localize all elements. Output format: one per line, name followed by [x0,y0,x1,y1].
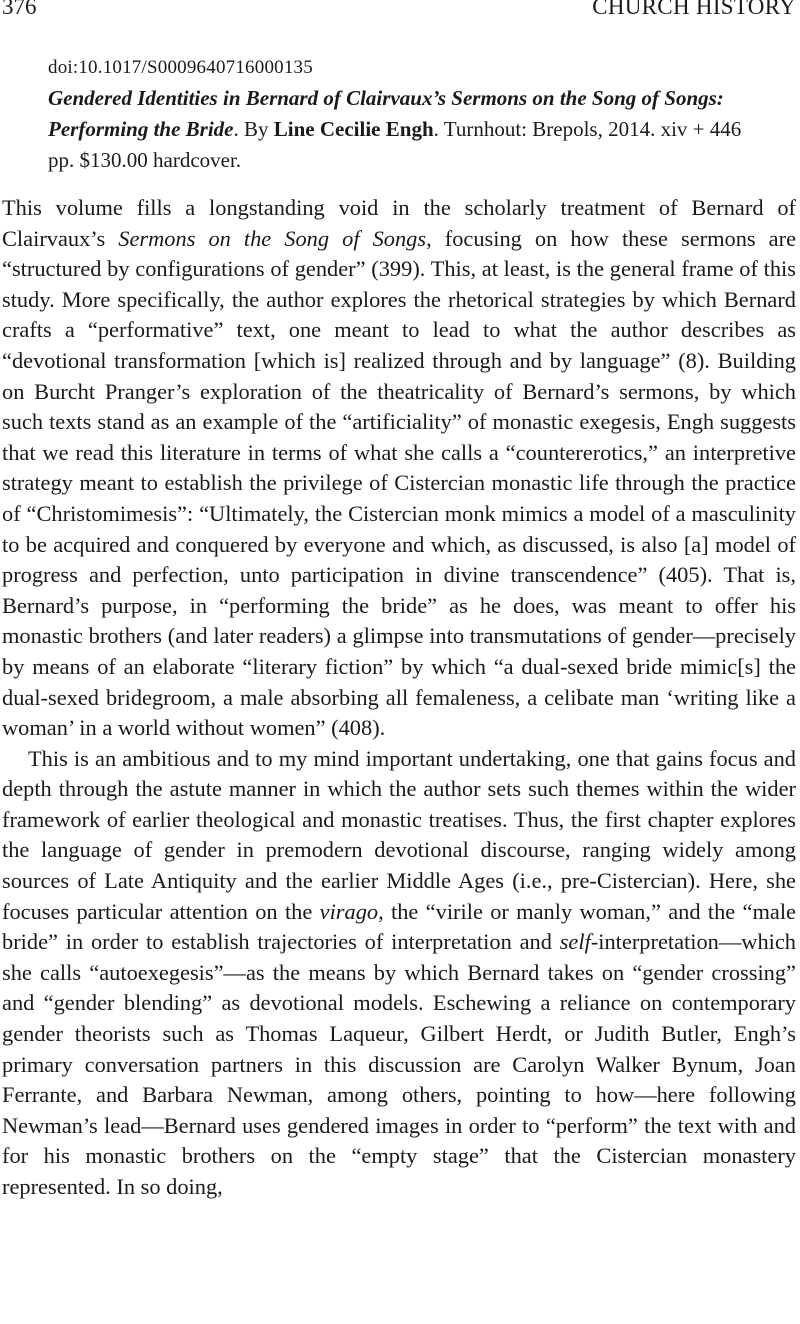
page-number: 376 [2,0,37,19]
italic-term: virago [319,898,379,924]
review-body [2,193,796,1203]
book-title: Gendered Identities in Bernard of Clairvaux’s Sermons on the Song of Songs: Performing the Bride [48,86,724,141]
book-citation [48,52,762,176]
work-title: Sermons on the Song of Songs [118,225,427,251]
paragraph-text: , the “virile or manly woman,” and the “male bride” in order to establish trajectories of interpretation and [2,898,796,955]
review-paragraph-1 [2,193,796,744]
paragraph-text: -interpretation—which she calls “autoexegesis”—as the means by which Bernard takes on “gender crossing” and “gender blending” as devotional models. Eschewing a reliance on contemporary gender theorists such as Thomas Laqueur, Gilbert Herdt, or Judith Butler, Engh’s primary conversation partners in this discussion are Carolyn Walker Bynum, Joan Ferrante, and Barbara Newman, among others, pointing to how—here following Newman’s lead—Bernard uses gendered images in order to “perform” the text with and for his monastic brothers on the “empty stage” that the Cistercian monastery represented. In so doing, [2,929,796,1199]
running-head: CHURCH HISTORY [592,0,796,19]
book-author: Line Cecilie Engh [273,117,434,141]
publication-info: . Turnhout: Brepols, 2014. xiv + 446 pp. $130.00 hardcover. [48,117,742,172]
doi-link[interactable]: doi:10.1017/S0009640716000135 [48,57,313,78]
citation-by: . By [233,117,274,141]
review-paragraph-2 [2,744,796,1203]
paragraph-text: This is an ambitious and to my mind important undertaking, one that gains focus and depth through the astute manner in which the author sets such themes within the wider framework of earlier theological and monastic treatises. Thus, the first chapter explores the language of gender in premodern devotional discourse, ranging widely among sources of Late Antiquity and the earlier Middle Ages (i.e., pre-Cistercian). Here, she focuses particular attention on the [2,745,796,924]
page-header [0,0,796,30]
italic-term: self [559,929,591,955]
paragraph-text: , focusing on how these sermons are “structured by configurations of gender” (399). This, at least, is the general frame of this study. More specifically, the author explores the rhetorical strategies by which Bernard crafts a “performative” text, one meant to lead to what the author describes as “devotional transformation [which is] realized through and by language” (8). Building on Burcht Pranger’s exploration of the theatricality of Bernard’s sermons, by which such texts stand as an example of the “artificiality” of monastic exegesis, Engh suggests that we read this literature in terms of what she calls a “countererotics,” an interpretive strategy meant to establish the privilege of Cistercian monastic life through the practice of “Christomimesis”: “Ultimately, the Cistercian monk mimics a model of a masculinity to be acquired and conquered by everyone and which, as discussed, is also [a] model of progress and perfection, unto participation in divine transcendence” (405). That is, Bernard’s purpose, in “performing the bride” as he does, was meant to offer his monastic brothers (and later readers) a glimpse into transmutations of gender—precisely by means of an elaborate “literary fiction” by which “a dual-sexed bride mimic[s] the dual-sexed bridegroom, a male absorbing all femaleness, a celibate man ‘writing like a woman’ in a world without women” (408). [2,225,797,741]
citation-entry [48,83,762,176]
paragraph-text: This volume fills a longstanding void in the scholarly treatment of Bernard of Clairvaux’s [2,195,796,251]
